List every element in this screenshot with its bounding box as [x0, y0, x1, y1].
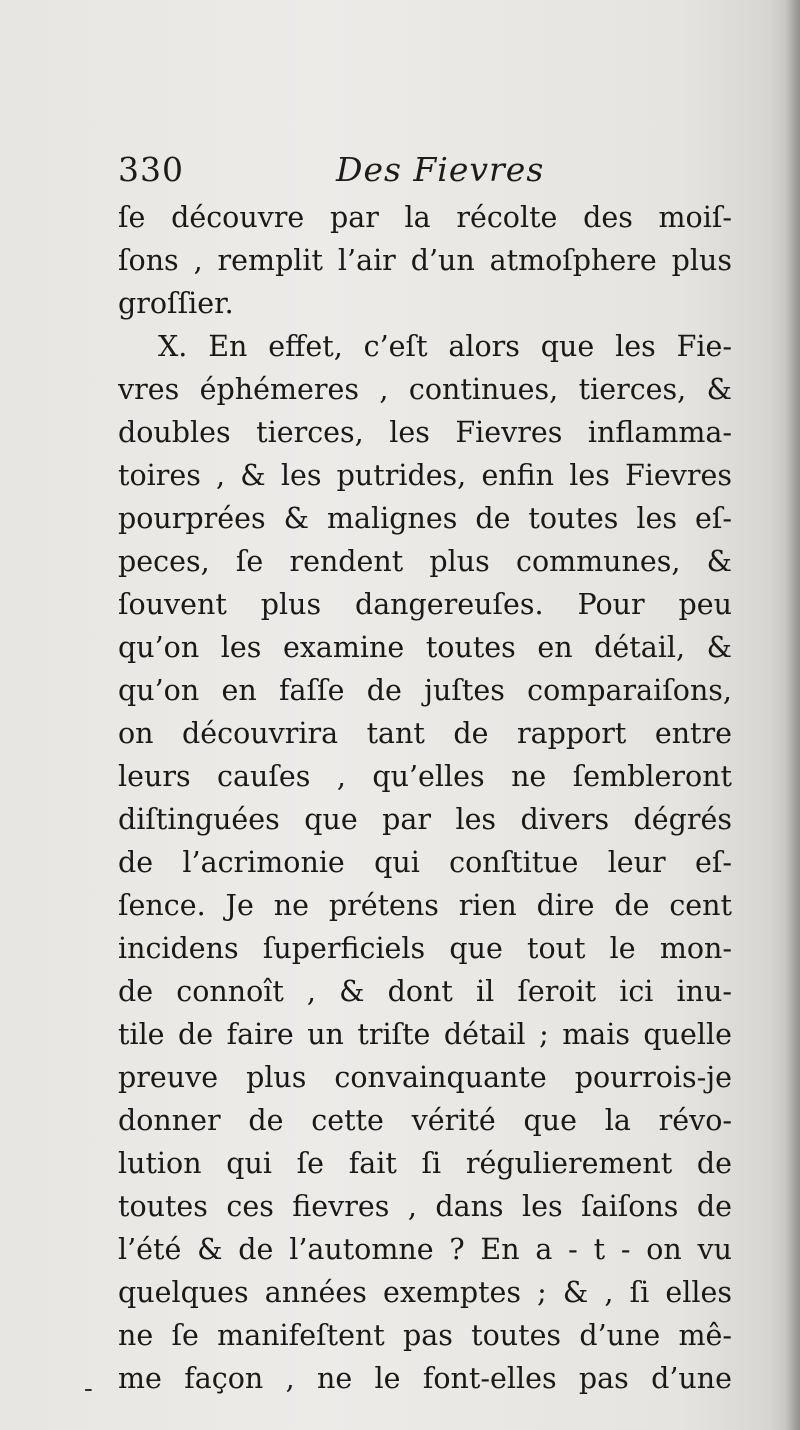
text-line: groſſier.: [118, 287, 234, 320]
text-line: ſons , remplit l’air d’un atmoſphere plus: [118, 244, 732, 277]
text-line: quelques années exemptes ; & , ſi elles: [118, 1276, 732, 1309]
running-title: Des Fievres: [336, 150, 545, 189]
text-line: qu’on en faſſe de juſtes comparaiſons,: [118, 674, 732, 707]
text-line: ne ſe manifeſtent pas toutes d’une mê-: [118, 1319, 732, 1352]
page-number: 330: [118, 150, 184, 189]
text-line: toires , & les putrides, enfin les Fievres: [118, 459, 732, 492]
text-line: peces, ſe rendent plus communes, &: [118, 545, 732, 578]
text-line: on découvrira tant de rapport entre: [118, 717, 732, 750]
text-line: ſouvent plus dangereuſes. Pour peu: [118, 588, 732, 621]
text-line: ſe découvre par la récolte des moiſ-: [118, 201, 732, 234]
text-line: vres éphémeres , continues, tierces, &: [118, 373, 732, 406]
text-line: incidens ſuperficiels que tout le mon-: [118, 932, 732, 965]
text-line: de connoît , & dont il ſeroit ici inu-: [118, 975, 732, 1008]
text-line: tile de faire un triſte détail ; mais quelle: [118, 1018, 732, 1051]
text-line: ſence. Je ne prétens rien dire de cent: [118, 889, 732, 922]
text-line: leurs cauſes , qu’elles ne ſembleront: [118, 760, 732, 793]
body-text: [118, 196, 732, 1400]
text-line: de l’acrimonie qui conſtitue leur eſ-: [118, 846, 732, 879]
margin-mark: -: [84, 1374, 93, 1404]
text-line: pourprées & malignes de toutes les eſ-: [118, 502, 732, 535]
page-edge-shadow: [786, 0, 800, 1430]
running-head: [118, 150, 738, 194]
text-line: lution qui ſe fait ſi régulierement de: [118, 1147, 732, 1180]
text-line: diſtinguées que par les divers dégrés: [118, 803, 732, 836]
paragraph-start-line: X. En effet, c’eſt alors que les Fie-: [158, 330, 732, 363]
text-line: qu’on les examine toutes en détail, &: [118, 631, 732, 664]
text-line: donner de cette vérité que la révo-: [118, 1104, 732, 1137]
text-line: toutes ces fievres , dans les ſaiſons de: [118, 1190, 732, 1223]
text-line: l’été & de l’automne ? En a - t - on vu: [118, 1233, 732, 1266]
text-line: preuve plus convainquante pourrois-je: [118, 1061, 732, 1094]
text-line: doubles tierces, les Fievres inflamma-: [118, 416, 732, 449]
text-line: me façon , ne le font-elles pas d’une: [118, 1362, 732, 1395]
